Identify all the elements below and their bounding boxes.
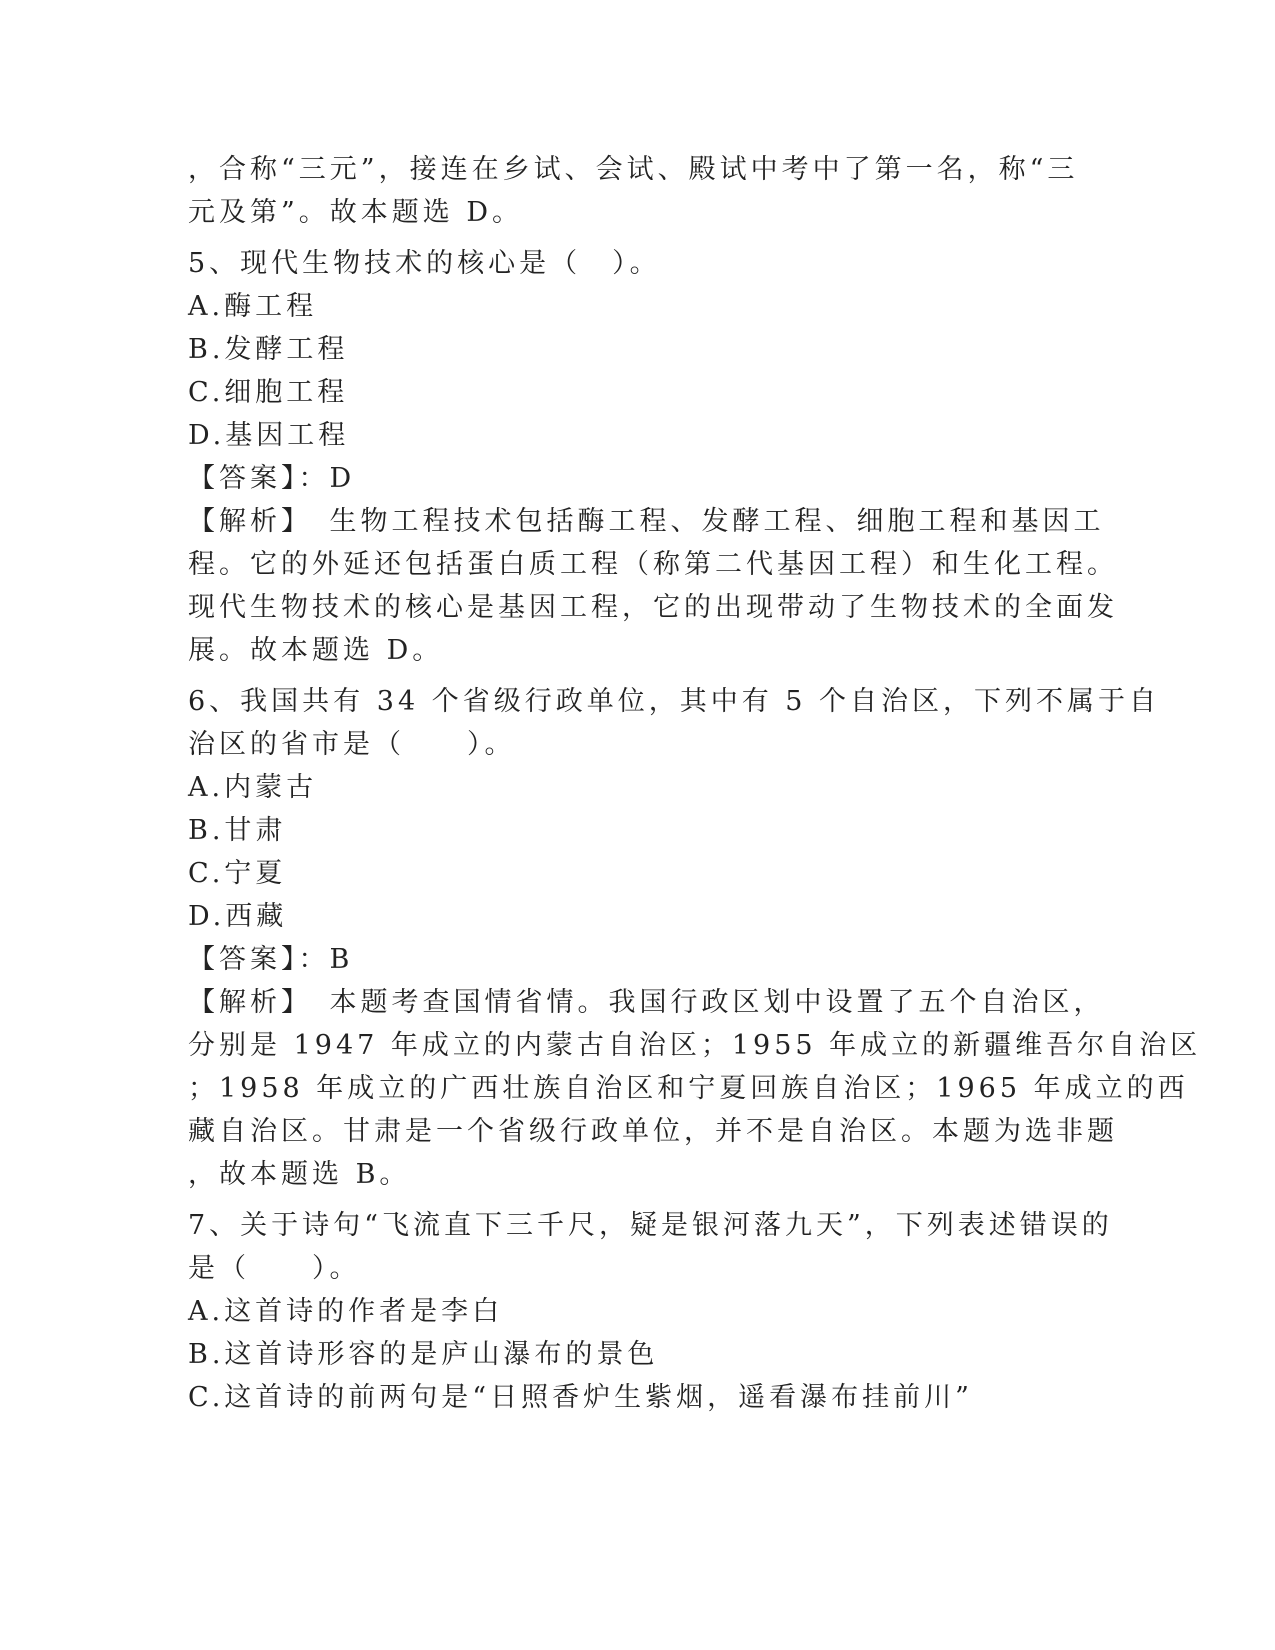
document-page	[188, 148, 1202, 1427]
option-c: C.宁夏	[188, 858, 287, 889]
option-c: C.这首诗的前两句是“日照香炉生紫烟，遥看瀑布挂前川”	[188, 1382, 973, 1413]
question-stem: 6、我国共有 34 个省级行政单位，其中有 5 个自治区，下列不属于自	[188, 686, 1161, 717]
analysis-line: 藏自治区。甘肃是一个省级行政单位，并不是自治区。本题为选非题	[188, 1116, 1118, 1147]
analysis-line: 现代生物技术的核心是基因工程，它的出现带动了生物技术的全面发	[188, 592, 1118, 623]
question-6	[188, 680, 1202, 1196]
previous-analysis-continuation	[188, 148, 1088, 234]
question-stem: 治区的省市是（ ）。	[188, 729, 516, 760]
option-b: B.发酵工程	[188, 334, 349, 365]
text-line: 元及第”。故本题选 D。	[188, 197, 524, 228]
analysis-line: ，故本题选 B。	[188, 1159, 411, 1190]
question-5	[188, 242, 1118, 672]
question-stem: 5、现代生物技术的核心是（ ）。	[188, 248, 661, 279]
analysis-line: 分别是 1947 年成立的内蒙古自治区；1955 年成立的新疆维吾尔自治区	[188, 1030, 1202, 1061]
option-a: A.酶工程	[188, 291, 318, 322]
option-b: B.甘肃	[188, 815, 287, 846]
analysis-line: 【解析】 生物工程技术包括酶工程、发酵工程、细胞工程和基因工	[188, 506, 1105, 537]
answer: 【答案】：D	[188, 463, 356, 494]
analysis-line: 【解析】 本题考查国情省情。我国行政区划中设置了五个自治区，	[188, 987, 1105, 1018]
option-a: A.内蒙古	[188, 772, 318, 803]
analysis-line: 展。故本题选 D。	[188, 635, 444, 666]
question-stem: 7、关于诗句“飞流直下三千尺，疑是银河落九天”，下列表述错误的	[188, 1210, 1113, 1241]
text-line: ，合称“三元”，接连在乡试、会试、殿试中考中了第一名，称“三	[188, 154, 1079, 185]
analysis-line: ；1958 年成立的广西壮族自治区和宁夏回族自治区；1965 年成立的西	[188, 1073, 1189, 1104]
option-d: D.西藏	[188, 901, 288, 932]
option-c: C.细胞工程	[188, 377, 349, 408]
option-b: B.这首诗形容的是庐山瀑布的景色	[188, 1339, 659, 1370]
option-a: A.这首诗的作者是李白	[188, 1296, 504, 1327]
question-stem: 是（ ）。	[188, 1253, 361, 1284]
answer: 【答案】：B	[188, 944, 354, 975]
option-d: D.基因工程	[188, 420, 350, 451]
question-7	[188, 1204, 1113, 1419]
analysis-line: 程。它的外延还包括蛋白质工程（称第二代基因工程）和生化工程。	[188, 549, 1118, 580]
